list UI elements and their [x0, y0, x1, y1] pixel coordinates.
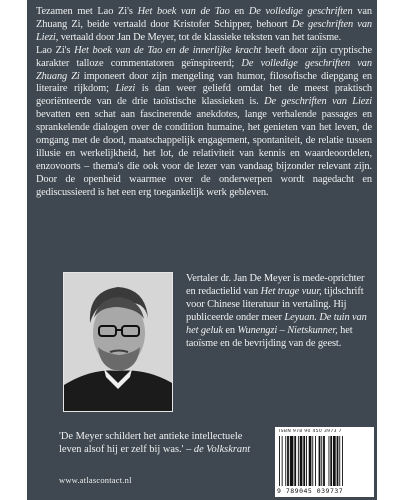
description-text [36, 6, 372, 200]
paragraph-intro: Tezamen met Lao Zi's Het boek van de Tao en De volledige geschriften van Zhuang Zi, beide vertaald door Kristofer Schipper, behoort De geschriften van Liezi, vertaald door Jan De Meyer, tot de klassieke teksten van het taoïsme. [36, 6, 373, 43]
press-quote: 'De Meyer schildert het antieke intellectuele leven alsof hij er zelf bij was.' – de Volkskrant [59, 431, 251, 455]
barcode-bars [279, 436, 370, 486]
barcode-digits: 9 789045 039737 [277, 487, 344, 495]
portrait-image [64, 273, 172, 411]
quote-text: 'De Meyer schildert het antieke intellectuele leven alsof hij er zelf bij was.' [59, 431, 243, 455]
barcode-panel [275, 427, 374, 497]
paragraph-body: Lao Zi's Het boek van de Tao en de innerlijke kracht heeft door zijn cryptische karakter talloze commentatoren geïnspireerd; De volledige geschriften van Zhuang Zi imponeert door zijn mengeling van humor, filosofische diepgang en literaire rijkdom; Liezi is dan weer geliefd omdat het de meest praktisch georiënteerde van de drie taoïstische klassieken is. De geschriften van Liezi bevatten een schat aan fascinerende anekdotes, lange verhalende passages en sprankelende dialogen over de condition humaine, het genieten van het leven, de omgang met de dood, maatschappelijk engagement, spontaniteit, de relatie tussen illusie en werkelijkheid, het lot, de relativiteit van kennis en waardeoordelen, enzovoorts – thema's die ook voor de lezer van vandaag bijzonder relevant zijn. Door de openheid waarmee over de onderwerpen wordt nagedacht en gediscussieerd is het een erg toegankelijk werk gebleven. [36, 44, 373, 198]
isbn-label: ISBN 978 90 450 3973 7 [279, 429, 342, 434]
publisher-url: www.atlascontact.nl [59, 475, 132, 485]
translator-bio: Vertaler dr. Jan De Meyer is mede-oprichter en redactielid van Het trage vuur, tijdschrift voor Chinese literatuur in vertaling. Hij publiceerde onder meer Leyuan. De tuin van het geluk en Wunengzi – Nietskunner, het taoïsme en de bevrijding van de geest. [186, 273, 367, 349]
back-cover [27, 0, 377, 500]
quote-source: de Volkskrant [193, 443, 251, 455]
author-photo [63, 272, 173, 412]
